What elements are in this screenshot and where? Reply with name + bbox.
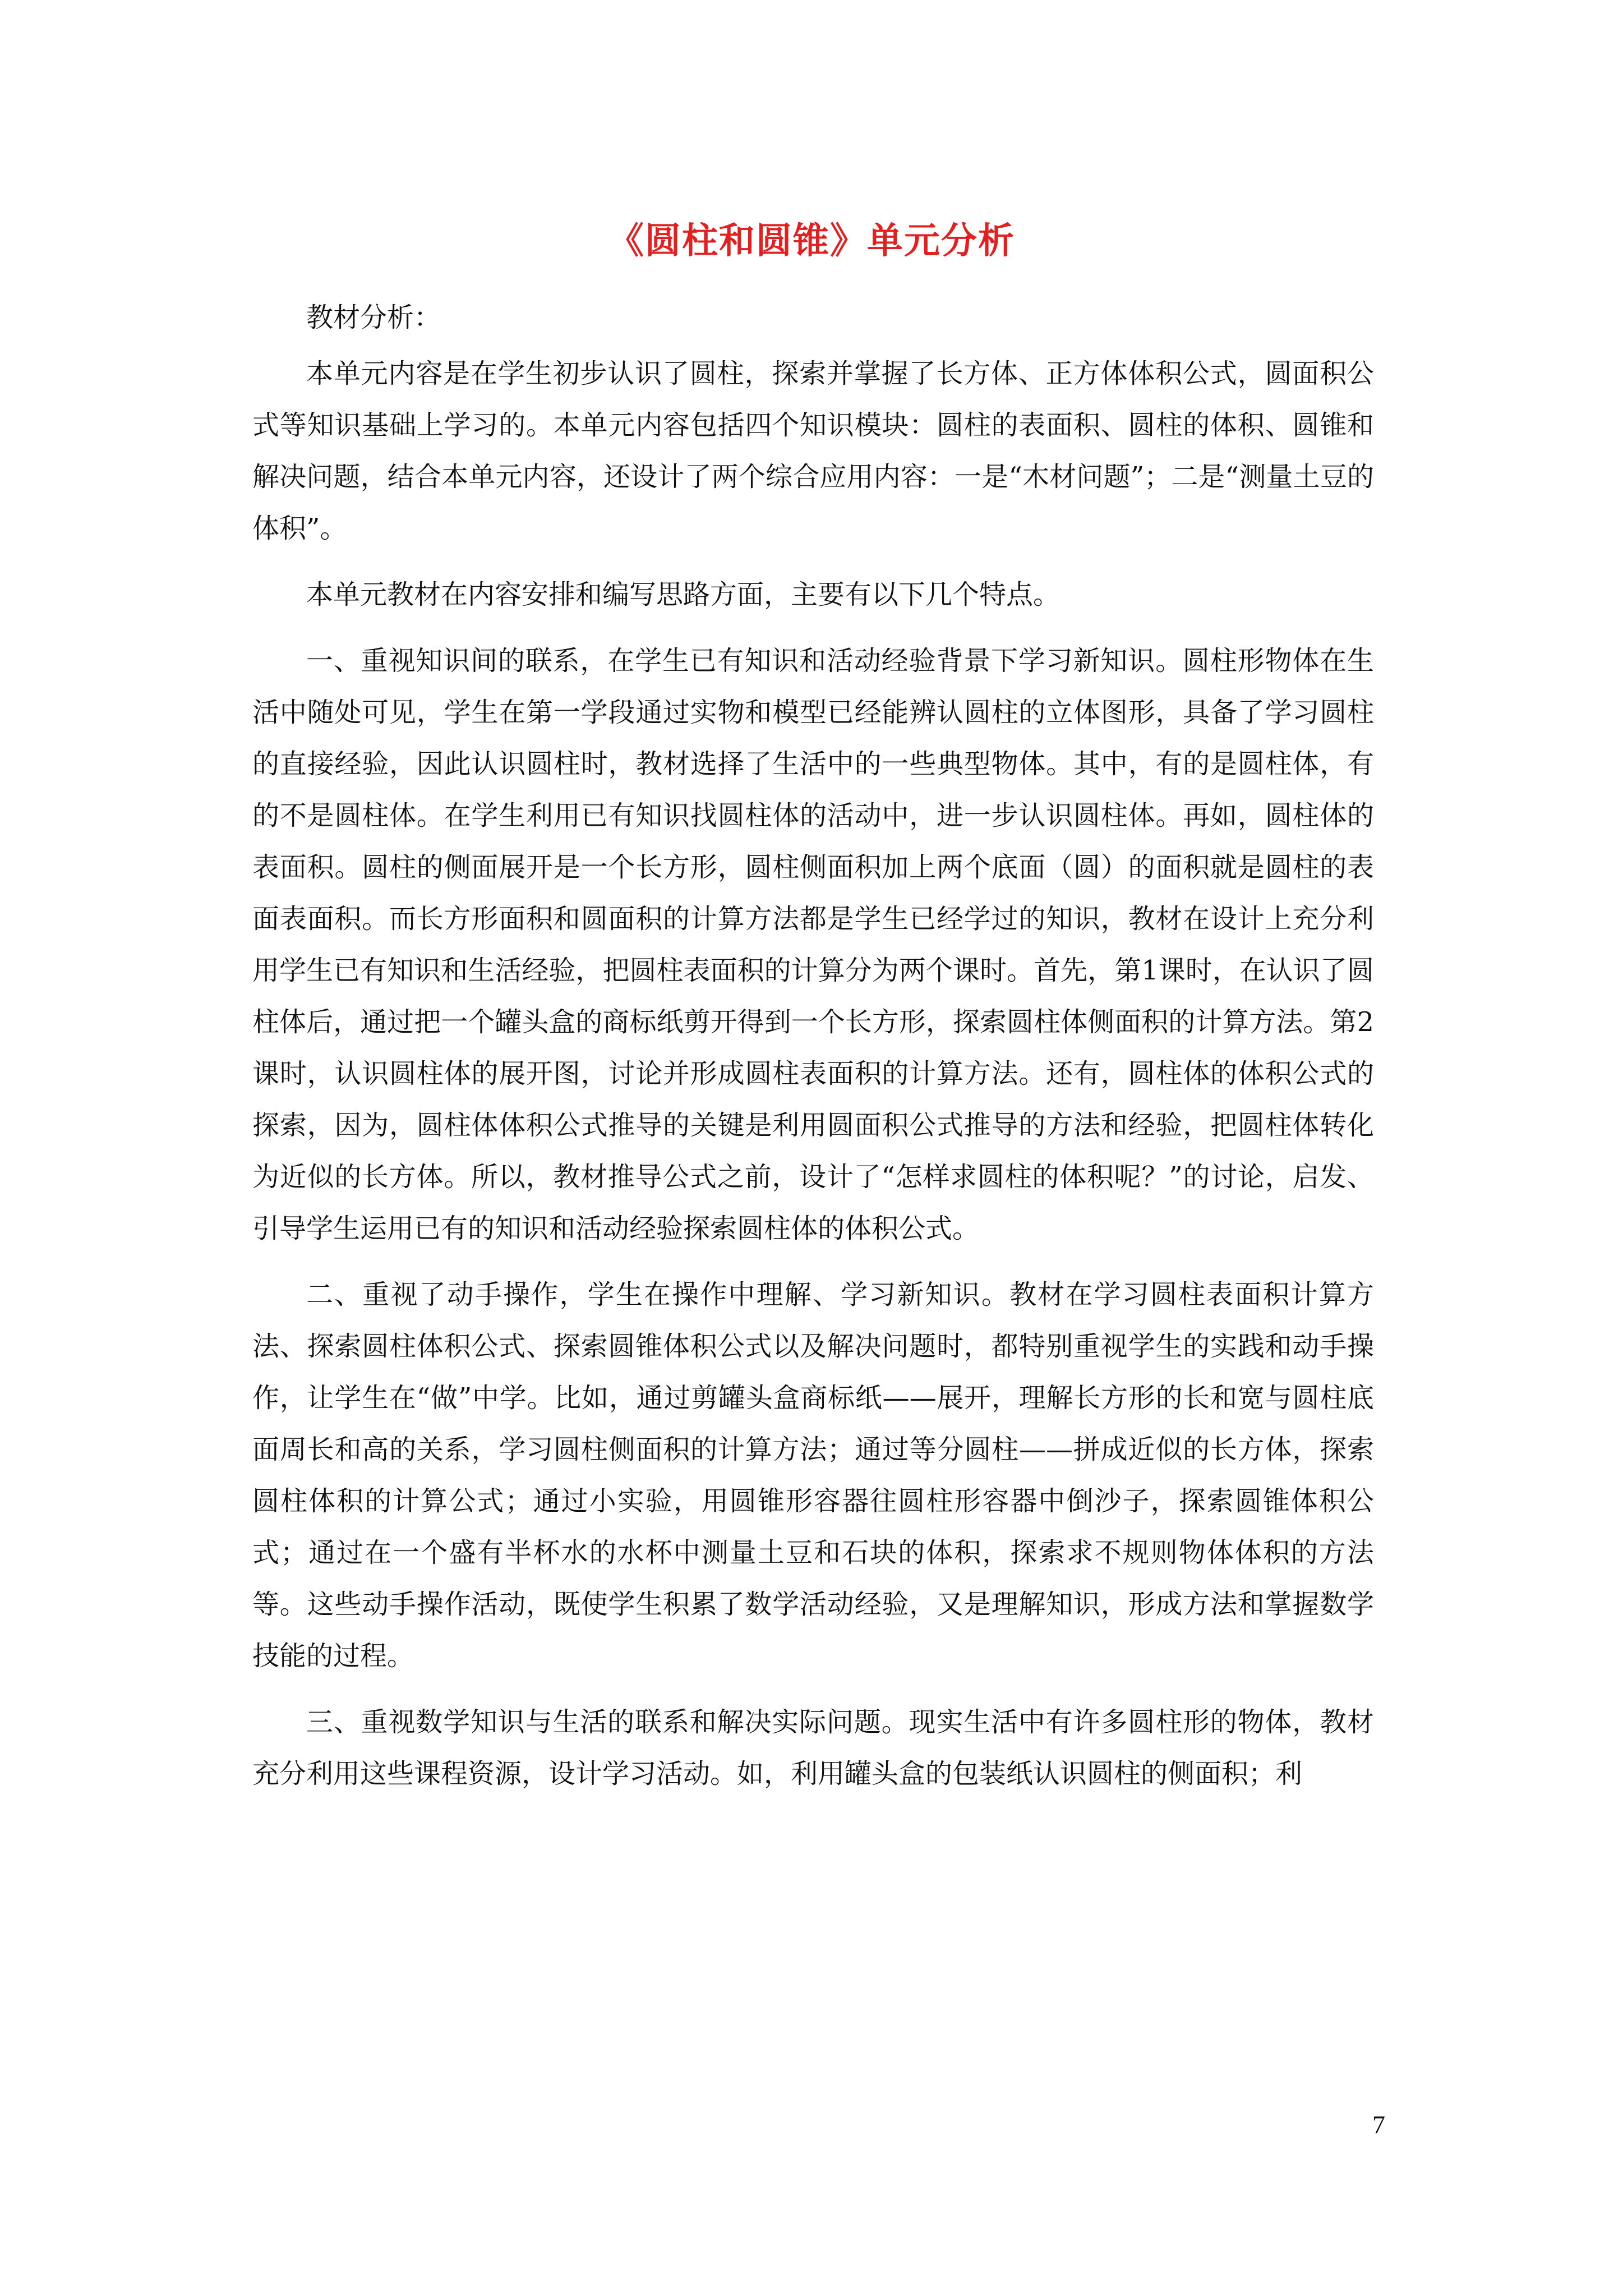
paragraph-point-three: 三、重视数学知识与生活的联系和解决实际问题。现实生活中有许多圆柱形的物体，教材充分利用这些课程资源，设计学习活动。如，利用罐头盒的包装纸认识圆柱的侧面积；利 <box>252 1706 1374 1789</box>
paragraph-point-two: 二、重视了动手操作，学生在操作中理解、学习新知识。教材在学习圆柱表面积计算方法、探索圆柱体积公式、探索圆锥体积公式以及解决问题时，都特别重视学生的实践和动手操作，让学生在“做”中学。比如，通过剪罐头盒商标纸——展开，理解长方形的长和宽与圆柱底面周长和高的关系，学习圆柱侧面积的计算方法；通过等分圆柱——拼成近似的长方体，探索圆柱体积的计算公式；通过小实验，用圆锥形容器往圆柱形容器中倒沙子，探索圆锥体积公式；通过在一个盛有半杯水的水杯中测量土豆和石块的体积，探索求不规则物体体积的方法等。这些动手操作活动，既使学生积累了数学活动经验，又是理解知识，形成方法和掌握数学技能的过程。 <box>252 1279 1374 1672</box>
document-body <box>252 292 1374 1814</box>
paragraph-intro: 本单元内容是在学生初步认识了圆柱，探索并掌握了长方体、正方体体积公式，圆面积公式等知识基础上学习的。本单元内容包括四个知识模块：圆柱的表面积、圆柱的体积、圆锥和解决问题，结合本单元内容，还设计了两个综合应用内容：一是“木材问题”；二是“测量土豆的体积”。 <box>252 358 1374 544</box>
paragraph-point-one: 一、重视知识间的联系，在学生已有知识和活动经验背景下学习新知识。圆柱形物体在生活中随处可见，学生在第一学段通过实物和模型已经能辨认圆柱的立体图形，具备了学习圆柱的直接经验，因此认识圆柱时，教材选择了生活中的一些典型物体。其中，有的是圆柱体，有的不是圆柱体。在学生利用已有知识找圆柱体的活动中，进一步认识圆柱体。再如，圆柱体的表面积。圆柱的侧面展开是一个长方形，圆柱侧面积加上两个底面（圆）的面积就是圆柱的表面表面积。而长方形面积和圆面积的计算方法都是学生已经学过的知识，教材在设计上充分利用学生已有知识和生活经验，把圆柱表面积的计算分为两个课时。首先，第1课时，在认识了圆柱体后，通过把一个罐头盒的商标纸剪开得到一个长方形，探索圆柱体侧面积的计算方法。第2课时，认识圆柱体的展开图，讨论并形成圆柱表面积的计算方法。还有，圆柱体的体积公式的探索，因为，圆柱体体积公式推导的关键是利用圆面积公式推导的方法和经验，把圆柱体转化为近似的长方体。所以，教材推导公式之前，设计了“怎样求圆柱的体积呢？”的讨论，启发、引导学生运用已有的知识和活动经验探索圆柱体的体积公式。 <box>252 645 1374 1244</box>
paragraph-features-lead: 本单元教材在内容安排和编写思路方面，主要有以下几个特点。 <box>306 579 1061 610</box>
page-number: 7 <box>1372 2110 1385 2139</box>
section-label: 教材分析： <box>306 302 441 333</box>
page-title: 《圆柱和圆锥》单元分析 <box>608 220 1015 262</box>
